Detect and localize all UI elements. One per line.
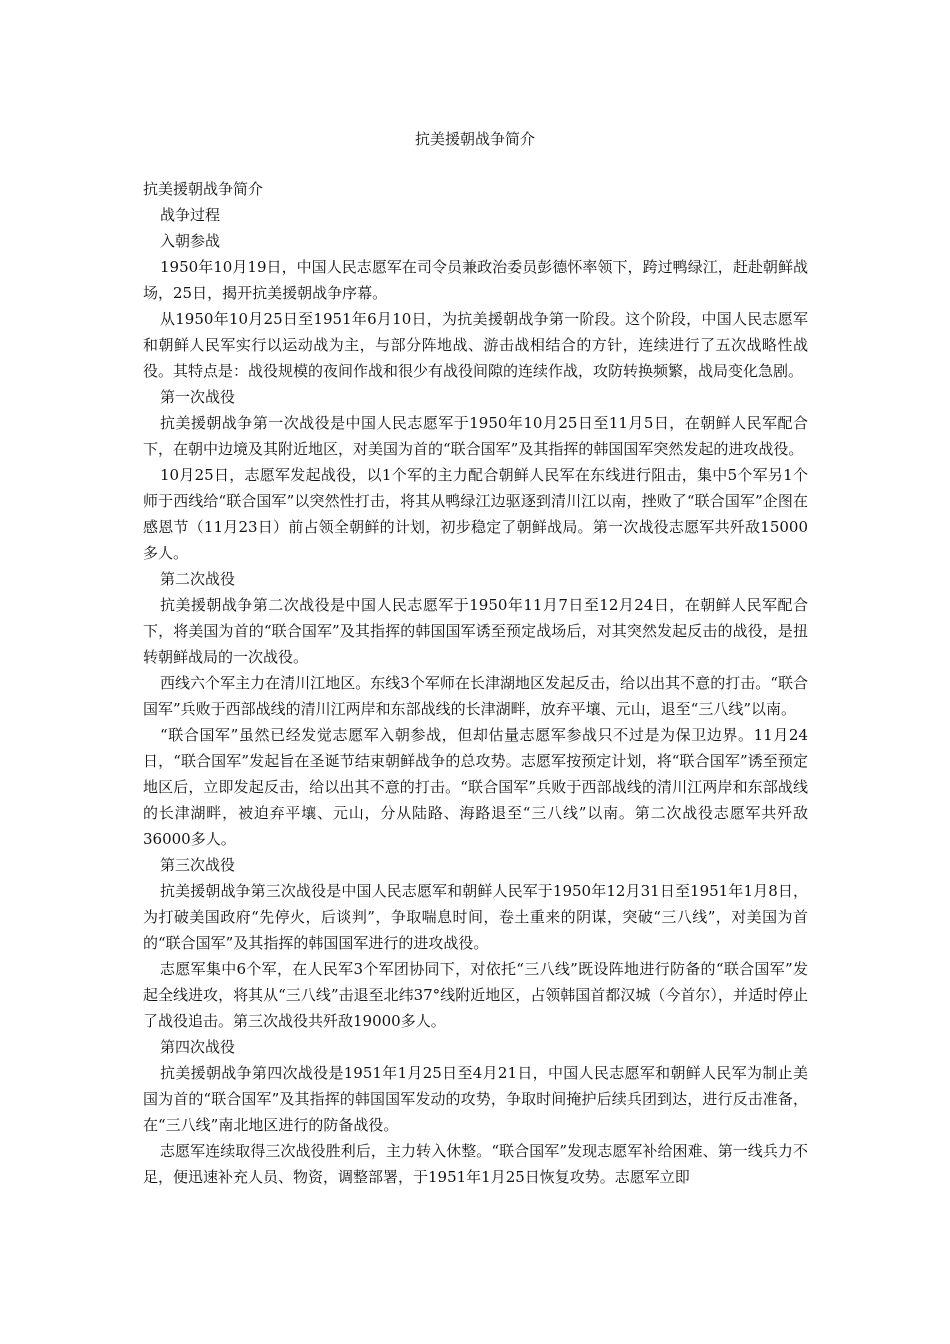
campaign-heading: 第一次战役 [160, 388, 236, 406]
document-heading: 抗美援朝战争简介 [143, 180, 264, 198]
paragraph: 抗美援朝战争第四次战役是1951年1月25日至4月21日，中国人民志愿军和朝鲜人民军为制止美国为首的“联合国军”及其指挥的韩国国军发动的攻势，争取时间掩护后续兵团到达，进行反击准备，在“三八线”南北地区进行的防备战役。 [143, 1064, 808, 1134]
document-body [143, 176, 808, 1190]
paragraph: “联合国军”虽然已经发觉志愿军入朝参战，但却估量志愿军参战只不过是为保卫边界。11月24日，“联合国军”发起旨在圣诞节结束朝鲜战争的总攻势。志愿军按预定计划，将“联合国军”诱至预定地区后，立即发起反击，给以出其不意的打击。“联合国军”兵败于西部战线的清川江两岸和东部战线的长津湖畔，被迫弃平壤、元山，分从陆路、海路退至“三八线”以南。第二次战役志愿军共歼敌36000多人。 [143, 726, 808, 848]
document-title: 抗美援朝战争简介 [414, 130, 535, 148]
paragraph: 抗美援朝战争第一次战役是中国人民志愿军于1950年10月25日至11月5日，在朝鲜人民军配合下，在朝中边境及其附近地区，对美国为首的“联合国军”及其指挥的韩国国军突然发起的进攻战役。 [143, 414, 808, 458]
paragraph: 西线六个军主力在清川江地区。东线3个军师在长津湖地区发起反击，给以出其不意的打击。“联合国军”兵败于西部战线的清川江两岸和东部战线的长津湖畔，放弃平壤、元山，退至“三八线”以南。 [143, 674, 808, 718]
campaign-heading: 第四次战役 [160, 1038, 236, 1056]
paragraph: 志愿军集中6个军，在人民军3个军团协同下，对依托“三八线”既设阵地进行防备的“联合国军”发起全线进攻，将其从“三八线”击退至北纬37°线附近地区，占领韩国首都汉城（今首尔），并适时停止了战役追击。第三次战役共歼敌19000多人。 [143, 960, 808, 1030]
subsection-heading: 入朝参战 [160, 232, 221, 250]
section-heading: 战争过程 [160, 206, 221, 224]
paragraph: 1950年10月19日，中国人民志愿军在司令员兼政治委员彭德怀率领下，跨过鸭绿江，赶赴朝鲜战场，25日，揭开抗美援朝战争序幕。 [143, 258, 808, 302]
paragraph: 抗美援朝战争第二次战役是中国人民志愿军于1950年11月7日至12月24日，在朝鲜人民军配合下，将美国为首的“联合国军”及其指挥的韩国国军诱至预定战场后，对其突然发起反击的战役，是扭转朝鲜战局的一次战役。 [143, 596, 808, 666]
campaign-heading: 第三次战役 [160, 856, 236, 874]
paragraph: 从1950年10月25日至1951年6月10日，为抗美援朝战争第一阶段。这个阶段，中国人民志愿军和朝鲜人民军实行以运动战为主，与部分阵地战、游击战相结合的方针，连续进行了五次战略性战役。其特点是：战役规模的夜间作战和很少有战役间隙的连续作战，攻防转换频繁，战局变化急剧。 [143, 310, 808, 380]
paragraph: 10月25日，志愿军发起战役，以1个军的主力配合朝鲜人民军在东线进行阻击，集中5个军另1个师于西线给“联合国军”以突然性打击，将其从鸭绿江边驱逐到清川江以南，挫败了“联合国军”企图在感恩节（11月23日）前占领全朝鲜的计划，初步稳定了朝鲜战局。第一次战役志愿军共歼敌15000多人。 [143, 466, 808, 562]
campaign-heading: 第二次战役 [160, 570, 236, 588]
paragraph: 志愿军连续取得三次战役胜利后，主力转入休整。“联合国军”发现志愿军补给困难、第一线兵力不足，便迅速补充人员、物资，调整部署，于1951年1月25日恢复攻势。志愿军立即 [143, 1142, 808, 1186]
paragraph: 抗美援朝战争第三次战役是中国人民志愿军和朝鲜人民军于1950年12月31日至1951年1月8日，为打破美国政府“先停火，后谈判”，争取喘息时间，卷土重来的阴谋，突破“三八线”，对美国为首的“联合国军”及其指挥的韩国国军进行的进攻战役。 [143, 882, 808, 952]
